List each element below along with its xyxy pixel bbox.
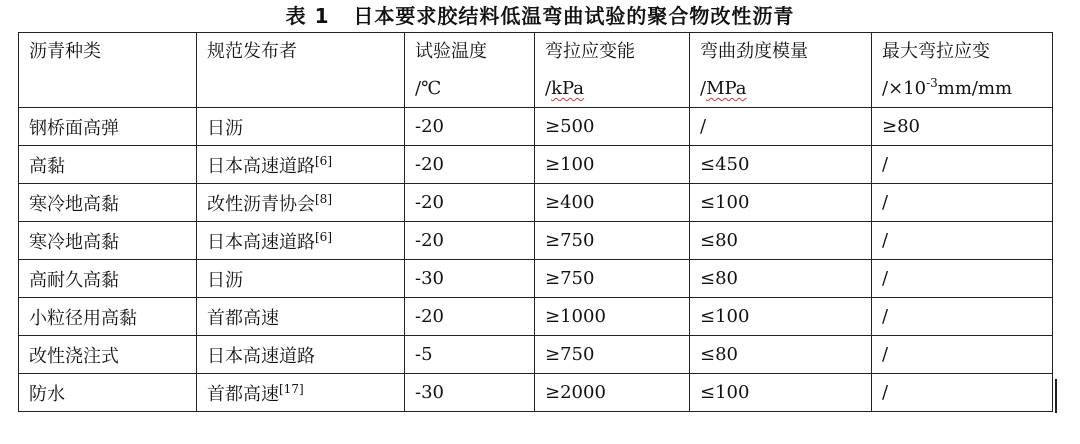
cell-max-strain: ≥80	[872, 108, 1053, 146]
cell-strain-energy: ≥2000	[535, 374, 690, 412]
reference-mark: [8]	[315, 191, 332, 206]
cell-publisher	[197, 222, 405, 260]
cell-strain-energy: ≥500	[535, 108, 690, 146]
cell-type: 高黏	[19, 146, 197, 184]
cell-type: 小粒径用高黏	[19, 298, 197, 336]
cell-strain-energy: ≥750	[535, 336, 690, 374]
header-cell-modulus	[690, 33, 872, 108]
header-type-unit	[29, 70, 186, 107]
publisher-name: 日沥	[207, 269, 243, 291]
cell-modulus: ≤450	[690, 146, 872, 184]
table-row	[19, 108, 1053, 146]
header-strain-energy-unit-line	[545, 70, 679, 107]
table-number: 表 1	[285, 4, 330, 28]
reference-mark: [6]	[315, 229, 332, 244]
table-row	[19, 222, 1053, 260]
cell-type: 高耐久高黏	[19, 260, 197, 298]
table-title: 日本要求胶结料低温弯曲试验的聚合物改性沥青	[353, 4, 795, 28]
table-row	[19, 374, 1053, 412]
header-strain-energy-label: 弯拉应变能	[545, 41, 635, 62]
cell-temp: -5	[405, 336, 535, 374]
cell-strain-energy: ≥750	[535, 260, 690, 298]
table-row	[19, 184, 1053, 222]
cell-temp: -20	[405, 108, 535, 146]
publisher-name: 改性沥青协会	[207, 193, 315, 215]
cell-max-strain: /	[872, 146, 1053, 184]
cell-publisher	[197, 184, 405, 222]
cell-max-strain: /	[872, 184, 1053, 222]
header-publisher-unit	[207, 70, 394, 107]
header-max-strain-unit-post: mm/mm	[937, 78, 1013, 99]
cell-strain-energy: ≥750	[535, 222, 690, 260]
table-row	[19, 298, 1053, 336]
header-strain-energy-unit: kPa	[551, 78, 585, 99]
table-row	[19, 146, 1053, 184]
header-temp-unit: /℃	[415, 78, 442, 99]
publisher-name: 日本高速道路	[207, 231, 315, 253]
cell-temp: -20	[405, 298, 535, 336]
cell-type: 防水	[19, 374, 197, 412]
cell-max-strain: /	[872, 374, 1053, 412]
cell-modulus: ≤80	[690, 260, 872, 298]
cell-type: 寒冷地高黏	[19, 222, 197, 260]
header-strain-energy-slash: /	[545, 78, 552, 99]
cell-modulus: ≤80	[690, 336, 872, 374]
spec-table	[18, 32, 1053, 412]
cell-max-strain: /	[872, 298, 1053, 336]
header-type-label: 沥青种类	[29, 41, 101, 62]
cell-modulus: /	[690, 108, 872, 146]
cell-strain-energy: ≥1000	[535, 298, 690, 336]
header-temp-label: 试验温度	[415, 41, 487, 62]
header-modulus-label: 弯曲劲度模量	[700, 41, 808, 62]
cell-temp: -20	[405, 146, 535, 184]
cell-max-strain: /	[872, 260, 1053, 298]
header-max-strain-label: 最大弯拉应变	[882, 41, 990, 62]
cell-publisher	[197, 374, 405, 412]
publisher-name: 首都高速	[207, 383, 279, 405]
header-cell-strain-energy	[535, 33, 690, 108]
cell-modulus: ≤100	[690, 184, 872, 222]
header-publisher-label: 规范发布者	[207, 41, 297, 62]
header-max-strain-unit-pre: /×10	[882, 78, 927, 99]
cell-strain-energy: ≥100	[535, 146, 690, 184]
table-body	[19, 33, 1053, 412]
cell-max-strain: /	[872, 222, 1053, 260]
cell-type: 钢桥面高弹	[19, 108, 197, 146]
reference-mark: [17]	[279, 381, 304, 396]
header-cell-max-strain	[872, 33, 1053, 108]
publisher-name: 日本高速道路	[207, 155, 315, 177]
header-row	[19, 33, 1053, 108]
cell-type: 改性浇注式	[19, 336, 197, 374]
table-row	[19, 336, 1053, 374]
reference-mark: [6]	[315, 153, 332, 168]
header-cell-temp	[405, 33, 535, 108]
table-caption	[0, 4, 1080, 28]
header-modulus-unit-line	[700, 70, 861, 107]
cell-publisher	[197, 260, 405, 298]
cell-publisher	[197, 108, 405, 146]
publisher-name: 日沥	[207, 117, 243, 139]
cell-modulus: ≤100	[690, 298, 872, 336]
publisher-name: 首都高速	[207, 307, 279, 329]
header-modulus-slash: /	[700, 78, 707, 99]
cell-publisher	[197, 298, 405, 336]
cell-modulus: ≤100	[690, 374, 872, 412]
cell-publisher	[197, 336, 405, 374]
cell-temp: -30	[405, 260, 535, 298]
cell-strain-energy: ≥400	[535, 184, 690, 222]
header-max-strain-exponent: -3	[926, 76, 938, 90]
table-row	[19, 260, 1053, 298]
cell-modulus: ≤80	[690, 222, 872, 260]
cell-temp: -20	[405, 184, 535, 222]
header-modulus-unit: MPa	[706, 78, 747, 99]
cell-max-strain: /	[872, 336, 1053, 374]
cell-temp: -20	[405, 222, 535, 260]
header-cell-publisher	[197, 33, 405, 108]
cell-temp: -30	[405, 374, 535, 412]
header-cell-type	[19, 33, 197, 108]
text-cursor-mark	[1055, 379, 1057, 413]
cell-publisher	[197, 146, 405, 184]
cell-type: 寒冷地高黏	[19, 184, 197, 222]
header-max-strain-unit-line	[882, 70, 1042, 107]
publisher-name: 日本高速道路	[207, 345, 315, 367]
